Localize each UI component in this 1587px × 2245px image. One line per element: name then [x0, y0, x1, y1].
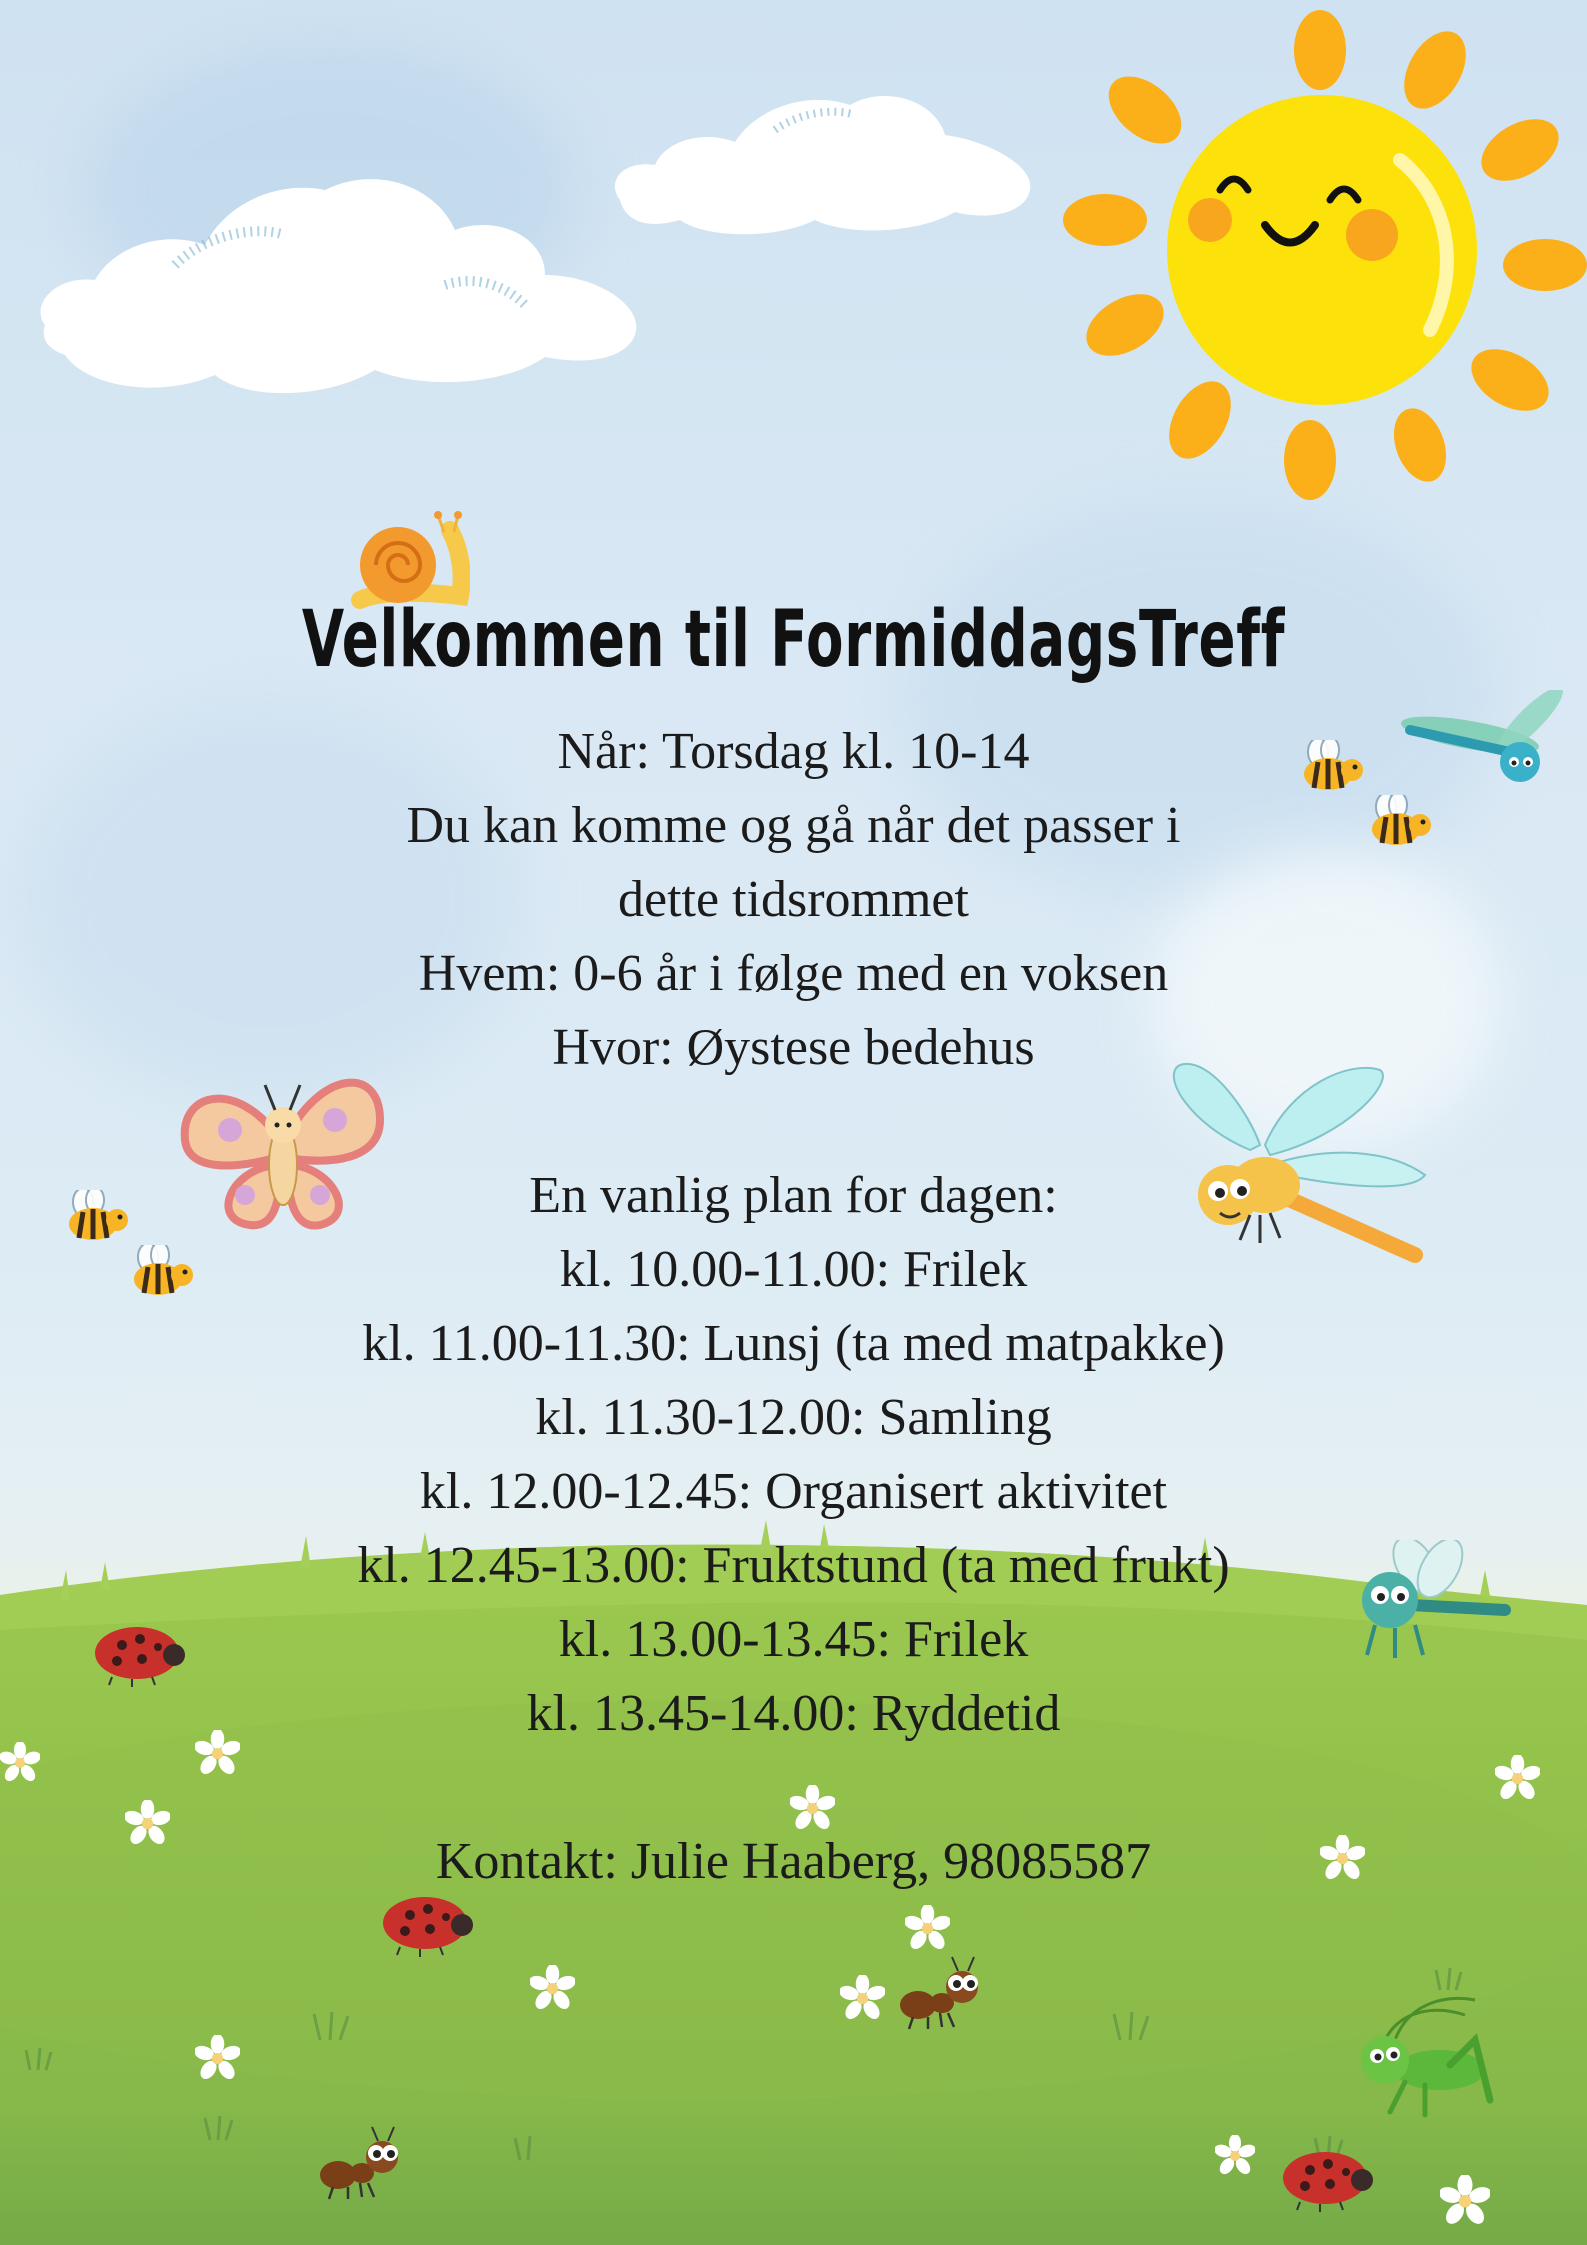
plan-item: kl. 11.30-12.00: Samling: [535, 1389, 1052, 1446]
spacer: [0, 1751, 1587, 1825]
daisy-illustration: [905, 1905, 950, 1950]
plan-item: kl. 13.00-13.45: Frilek: [558, 1611, 1029, 1668]
spacer: [0, 1085, 1587, 1159]
cloud-illustration: [605, 60, 1045, 250]
grasshopper-illustration: [1355, 1990, 1500, 2120]
contact-line: Kontakt: Julie Haaberg, 98085587: [435, 1833, 1152, 1890]
poster-body: [0, 715, 1587, 1899]
daisy-illustration: [530, 1965, 575, 2010]
plan-item: kl. 12.00-12.45: Organisert aktivitet: [419, 1463, 1168, 1520]
ant-illustration: [318, 2125, 408, 2205]
come-go-line-1: Du kan komme og gå når det passer i: [406, 797, 1181, 854]
sun-illustration: [1050, 10, 1587, 510]
ladybug-illustration: [380, 1895, 475, 1960]
come-go-line-2: dette tidsrommet: [618, 871, 969, 928]
daisy-illustration: [840, 1975, 885, 2020]
cloud-illustration: [25, 135, 665, 415]
where-line: Hvor: Øystese bedehus: [552, 1019, 1035, 1076]
ant-illustration: [898, 1955, 988, 2035]
daisy-illustration: [1440, 2175, 1490, 2225]
plan-item: kl. 12.45-13.00: Fruktstund (ta med frukt): [357, 1537, 1230, 1594]
who-line: Hvem: 0-6 år i følge med en voksen: [418, 945, 1169, 1002]
daisy-illustration: [1215, 2135, 1255, 2175]
poster-title: Velkommen til FormiddagsTreff: [301, 595, 1286, 685]
daisy-illustration: [195, 2035, 240, 2080]
plan-item: kl. 13.45-14.00: Ryddetid: [526, 1685, 1061, 1742]
plan-item: kl. 10.00-11.00: Frilek: [559, 1241, 1028, 1298]
plan-heading: En vanlig plan for dagen:: [529, 1167, 1058, 1224]
plan-item: kl. 11.00-11.30: Lunsj (ta med matpakke): [362, 1315, 1225, 1372]
ladybug-illustration: [1280, 2150, 1375, 2215]
when-line: Når: Torsdag kl. 10-14: [557, 723, 1030, 780]
